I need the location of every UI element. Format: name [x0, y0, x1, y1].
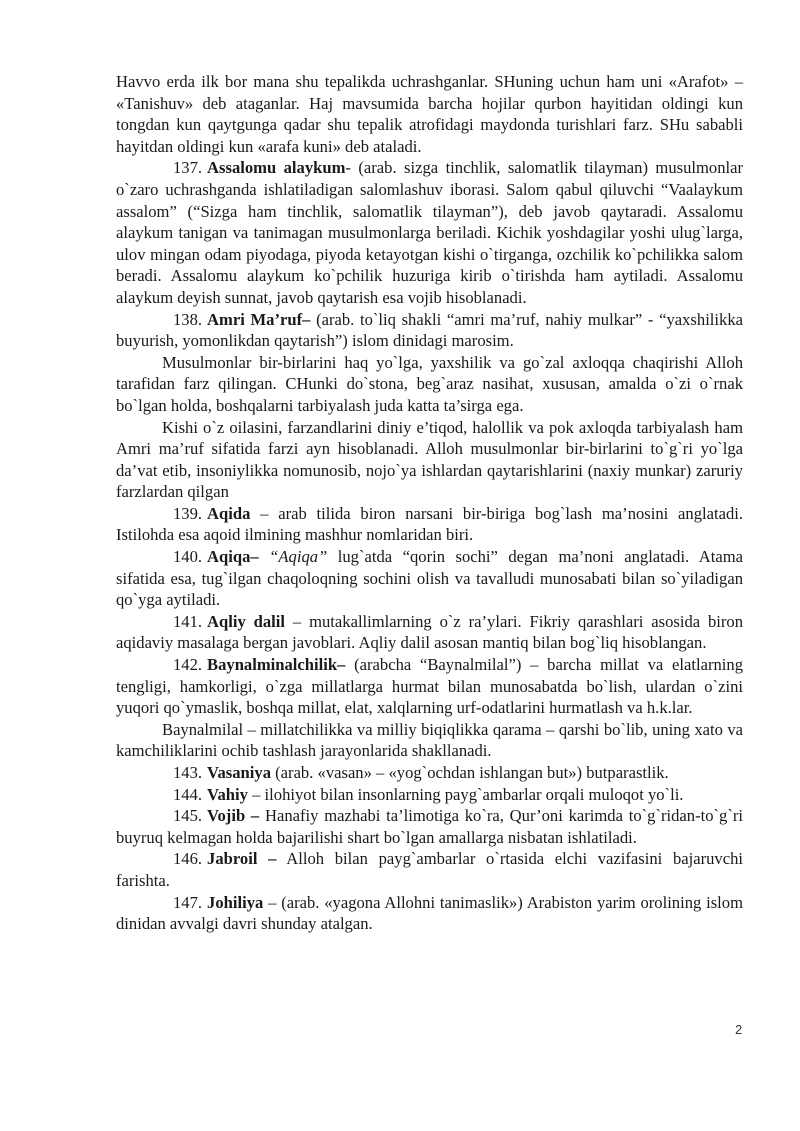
entry-number: 145.: [173, 806, 203, 826]
entry-text: Alloh bilan payg`ambarlar o`rtasida elchi vazifasini bajaruvchi farishta.: [116, 849, 743, 890]
entry-146: [116, 848, 743, 891]
entry-144: [116, 784, 743, 806]
paragraph-text: Baynalmilal – millatchilikka va milliy biqiqlikka qarama – qarshi bo`lib, uning xato va kamchiliklarini ochib tashlash jarayonlarida shakllanadi.: [116, 719, 743, 761]
page-number: 2: [735, 1022, 743, 1037]
entry-number: 137.: [173, 158, 203, 178]
paragraph-138-b: [116, 352, 743, 417]
entry-147: [116, 892, 743, 935]
entry-140: [116, 546, 743, 611]
entry-141: [116, 611, 743, 654]
entry-143: [116, 762, 743, 784]
entry-term: Aqiqa–: [207, 547, 259, 567]
entry-number: 147.: [173, 892, 203, 912]
document-body: [116, 71, 743, 935]
entry-139: [116, 503, 743, 546]
entry-text: (arab. to`liq shakli “amri ma’ruf, nahiy mulkar” - “yaxshilikka buyurish, yomonlikdan qaytarish”) islom dinidagi marosim.: [116, 309, 743, 351]
entry-term: Aqida: [207, 503, 251, 523]
paragraph-text: Havvo erda ilk bor mana shu tepalikda uchrashganlar. SHuning uchun ham uni «Arafot» – «Tanishuv» deb ataganlar. Haj mavsumida barcha hojilar qurbon hayitidan oldingi kun tongdan kun qaytgunga qadar shu tepalik atrofidagi maydonda turishlari farz. SHu sababli hayitdan oldingi kun «arafa kuni» deb ataladi.: [116, 72, 743, 156]
entry-term: Baynalminalchilik–: [207, 655, 346, 675]
entry-italic: “Aqiqa”: [258, 547, 328, 567]
entry-term: Vasaniya: [207, 763, 271, 782]
entry-137: [116, 157, 743, 308]
paragraph-text: Kishi o`z oilasini, farzandlarini diniy e’tiqod, halollik va pok axloqda tarbiyalash ham Amri ma’ruf sifatida farzi ayn hisoblanadi. Alloh musulmonlar bir-birlarini to`g`ri yo`lga da’vat etib, insoniylikka nomunosib, nojo`ya ishlardan qaytarishlarini (naxiy munkar) zaruriy farzlardan qilgan: [116, 417, 743, 502]
entry-number: 144.: [173, 784, 203, 804]
entry-term: Vahiy: [207, 784, 248, 804]
entry-term: Jabroil –: [207, 849, 277, 869]
entry-term: Vojib –: [207, 806, 260, 826]
entry-number: 138.: [173, 309, 203, 329]
entry-term: Johiliya: [207, 892, 264, 912]
entry-text: (arabcha “Baynalmilal”) – barcha millat va elatlarning tengligi, hamkorligi, o`zga millatlarga hurmat bilan munosabatda bo`lish, ulardan o`zini yuqori qo`ymaslik, boshqa millat, elat, xalqlarning urf-odatlarini hurmatlash va h.k.lar.: [116, 655, 743, 718]
entry-text: lug`atda “qorin sochi” degan ma’noni anglatadi. Atama sifatida esa, tug`ilgan chaqoloqning sochini olish va tavalludi munosabati bilan so`yiladigan qo`yga aytiladi.: [116, 547, 743, 610]
entry-text: – arab tilida biron narsani bir-biriga bog`lash ma’nosini anglatadi. Istilohda esa aqoid ilmining mashhur nomlaridan biri.: [116, 503, 743, 545]
paragraph-text: Musulmonlar bir-birlarini haq yo`lga, yaxshilik va go`zal axloqqa chaqirishi Alloh tarafidan farz qilingan. CHunki do`stona, beg`araz nasihat, xususan, amalda o`zi o`rnak bo`lgan holda, boshqalarni tarbiyalash juda katta ta’sirga ega.: [116, 352, 743, 415]
entry-text: (arab. «vasan» – «yog`ochdan ishlangan but») butparastlik.: [271, 763, 669, 782]
entry-number: 142.: [173, 655, 203, 675]
entry-term: Amri Ma’ruf–: [207, 309, 311, 329]
paragraph-138-c: [116, 417, 743, 503]
entry-text: Hanafiy mazhabi ta’limotiga ko`ra, Qur’oni karimda to`g`ridan-to`g`ri buyruq kelmagan holda bajarilishi shart bo`lgan amallarga nisbatan ishlatiladi.: [116, 806, 743, 847]
entry-text: – (arab. «yagona Allohni tanimaslik») Arabiston yarim orolining islom dinidan avvalgi davri shunday atalgan.: [116, 892, 743, 934]
entry-number: 146.: [173, 849, 203, 869]
entry-number: 141.: [173, 611, 203, 631]
entry-number: 143.: [173, 763, 203, 782]
entry-number: 139.: [173, 503, 203, 523]
entry-text: - (arab. sizga tinchlik, salomatlik tilayman) musulmonlar o`zaro uchrashganda ishlatiladigan salomlashuv iborasi. Salom qabul qiluvchi “Vaalaykum assalom” (“Sizga ham tinchlik, salomatlik tilayman”), deb javob qaytaradi. Assalomu alaykum tanigan va tanimagan musulmonlarga beriladi. Kichik yoshdagilar yoshi ulug`larga, ulov mingan odam piyodaga, piyoda ketayotgan kishi o`tirganga, ozchilik ko`pchilikka salom beradi. Assalomu alaykum ko`pchilik huzuriga kirib o`tirishda ham aytiladi. Assalomu alaykum deyish sunnat, javob qaytarish esa vojib hisoblanadi.: [116, 158, 743, 307]
entry-term: Assalomu alaykum: [207, 158, 346, 178]
entry-text: – ilohiyot bilan insonlarning payg`ambarlar orqali muloqot yo`li.: [247, 784, 684, 804]
entry-138: [116, 309, 743, 352]
entry-142: [116, 654, 743, 719]
entry-145: [116, 805, 743, 848]
entry-text: – mutakallimlarning o`z ra’ylari. Fikriy qarashlari asosida biron aqidaviy masalaga bergan javoblari. Aqliy dalil asosan mantiq bilan bog`liq hisoblangan.: [116, 611, 744, 653]
paragraph-142-b: [116, 719, 743, 762]
entry-term: Aqliy dalil: [207, 611, 286, 631]
entry-number: 140.: [173, 547, 203, 567]
paragraph-arafot-cont: [116, 71, 743, 157]
